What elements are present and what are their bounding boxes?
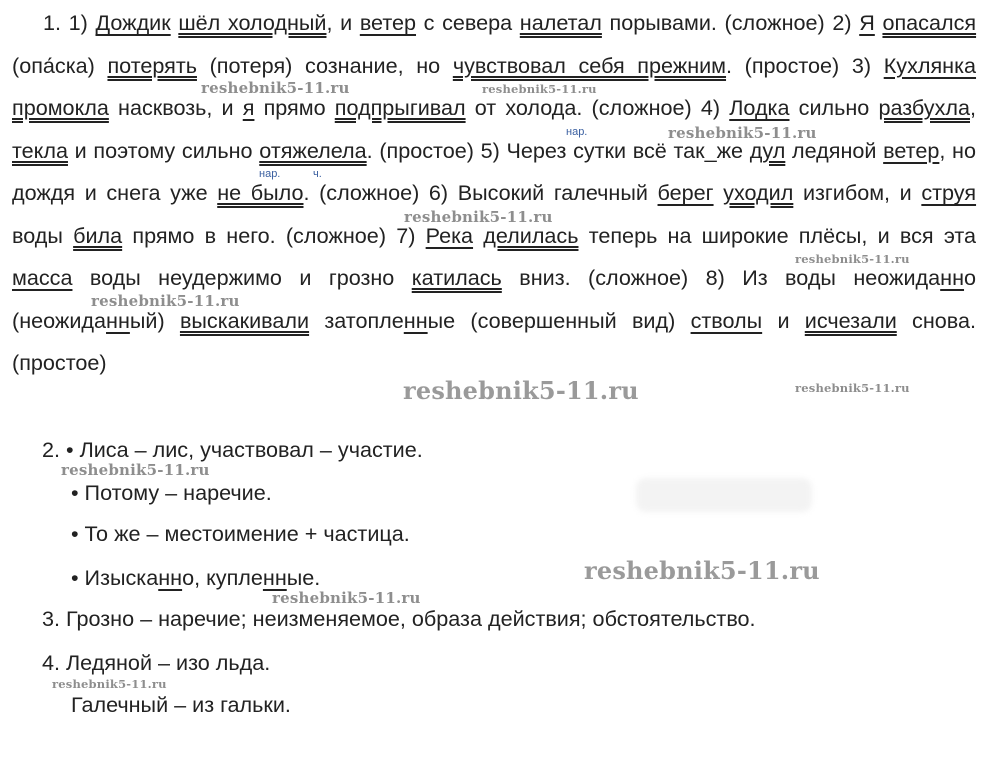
predicate: катилась: [411, 265, 502, 290]
blurred-patch: [636, 478, 812, 512]
task-1-label: 1. 1): [43, 10, 88, 35]
predicate: потерять: [107, 52, 197, 78]
text: насквозь, и: [118, 95, 234, 120]
subject: Река: [425, 222, 474, 248]
predicate: опасался: [882, 10, 977, 35]
predicate: выскакивали: [179, 307, 310, 333]
nn-letters: нн: [262, 565, 287, 590]
text: Из воды неожида: [742, 265, 941, 290]
subject: Я: [859, 10, 875, 35]
text: прямо: [263, 95, 326, 120]
subject: ветер: [359, 10, 417, 35]
text: . (простое) 3): [726, 52, 872, 78]
task-4-line-2: Галечный – из гальки.: [71, 692, 291, 717]
predicate: исчезали: [804, 307, 897, 333]
note-nar: нар.: [566, 126, 588, 138]
text: ые (совершенный вид): [427, 307, 676, 333]
text: воды: [12, 222, 63, 248]
subject: струя: [921, 180, 977, 205]
text: затопле: [324, 307, 404, 333]
predicate: чувствовал себя прежним: [452, 52, 727, 78]
text: ,: [970, 95, 976, 120]
text: Высокий галечный: [457, 180, 648, 205]
subject: берег: [657, 180, 714, 205]
text: ледяной: [792, 137, 877, 163]
text: изгибом, и: [802, 180, 912, 205]
task-3-line: 3. Грозно – наречие; неизменяемое, образа действия; обстоятельство.: [42, 606, 756, 631]
watermark: reshebnik5-11.ru: [272, 589, 421, 607]
watermark: reshebnik5-11.ru: [584, 556, 820, 585]
text: и поэтому сильно: [74, 137, 253, 163]
task-2-line-2: • Потому – наречие.: [71, 480, 272, 505]
subject: Лодка: [729, 95, 790, 120]
text: ые.: [286, 565, 321, 590]
text: воды неудержимо и грозно: [89, 265, 395, 290]
text: , но дождя и снега уже: [12, 137, 976, 205]
watermark: reshebnik5-11.ru: [91, 292, 240, 310]
subject: я: [242, 95, 255, 120]
predicate: била: [73, 222, 123, 248]
nn-letters: нн: [106, 307, 130, 333]
text: (потеря) сознание, но: [209, 52, 441, 78]
watermark: reshebnik5-11.ru: [201, 79, 350, 97]
text: Через сутки всё: [506, 137, 667, 163]
text: с севера: [423, 10, 513, 35]
task-2-line-1: 2. • Лиса – лис, участвовал – участие.: [42, 437, 423, 462]
predicate: отяжелела: [259, 137, 367, 163]
predicate: текла: [12, 137, 68, 163]
predicate: шёл холодный: [178, 10, 327, 35]
text: сильно: [798, 95, 870, 120]
watermark: reshebnik5-11.ru: [61, 461, 210, 479]
watermark: reshebnik5-11.ru: [403, 376, 639, 405]
text: (опа́ска): [12, 52, 95, 78]
text: от холода. (сложное) 4): [474, 95, 721, 120]
watermark: reshebnik5-11.ru: [668, 124, 817, 142]
predicate: уходил: [723, 180, 794, 205]
predicate: дул: [749, 137, 786, 163]
text: , и: [326, 10, 353, 35]
predicate: налетал: [519, 10, 602, 35]
predicate: не было: [217, 180, 304, 205]
nn-letters: нн: [158, 565, 183, 590]
watermark: reshebnik5-11.ru: [795, 381, 910, 395]
task-2-line-4: [71, 565, 320, 591]
subject: стволы: [690, 307, 763, 333]
text: . (простое) 5): [366, 137, 500, 163]
text: . (сложное) 6): [303, 180, 449, 205]
watermark: reshebnik5-11.ru: [482, 82, 597, 96]
text: • Изыска: [71, 565, 159, 590]
text: снова. (простое): [12, 307, 977, 375]
text: так_же: [673, 137, 744, 163]
subject: масса: [12, 265, 73, 290]
subject: Дождик: [95, 10, 171, 35]
predicate: подпрыгивал: [334, 95, 466, 120]
text: вниз. (сложное) 8): [519, 265, 725, 290]
task-2-line-3: • То же – местоимение + частица.: [71, 521, 410, 546]
watermark: reshebnik5-11.ru: [52, 677, 167, 691]
subject: ветер: [883, 137, 940, 163]
watermark: reshebnik5-11.ru: [795, 252, 910, 266]
note-ch: ч.: [313, 168, 322, 180]
nn-letters: нн: [940, 265, 965, 290]
subject: Кухлянка: [883, 52, 977, 78]
text: прямо в него. (сложное) 7): [132, 222, 416, 248]
text: о, купле: [182, 565, 263, 590]
text: теперь на широкие плёсы, и вся эта: [588, 222, 977, 248]
task-4-line-1: 4. Ледяной – изо льда.: [42, 650, 271, 675]
predicate: делилась: [483, 222, 579, 248]
predicate: промокла: [12, 95, 109, 120]
text: о (неожида: [12, 265, 977, 333]
predicate: разбухла: [878, 95, 970, 120]
task-1-paragraph: [12, 2, 976, 385]
text: ый): [129, 307, 165, 333]
watermark: reshebnik5-11.ru: [404, 208, 553, 226]
text: и: [777, 307, 790, 333]
text: порывами. (сложное) 2): [609, 10, 852, 35]
nn-letters: нн: [403, 307, 428, 333]
note-nar: нар.: [259, 168, 281, 180]
